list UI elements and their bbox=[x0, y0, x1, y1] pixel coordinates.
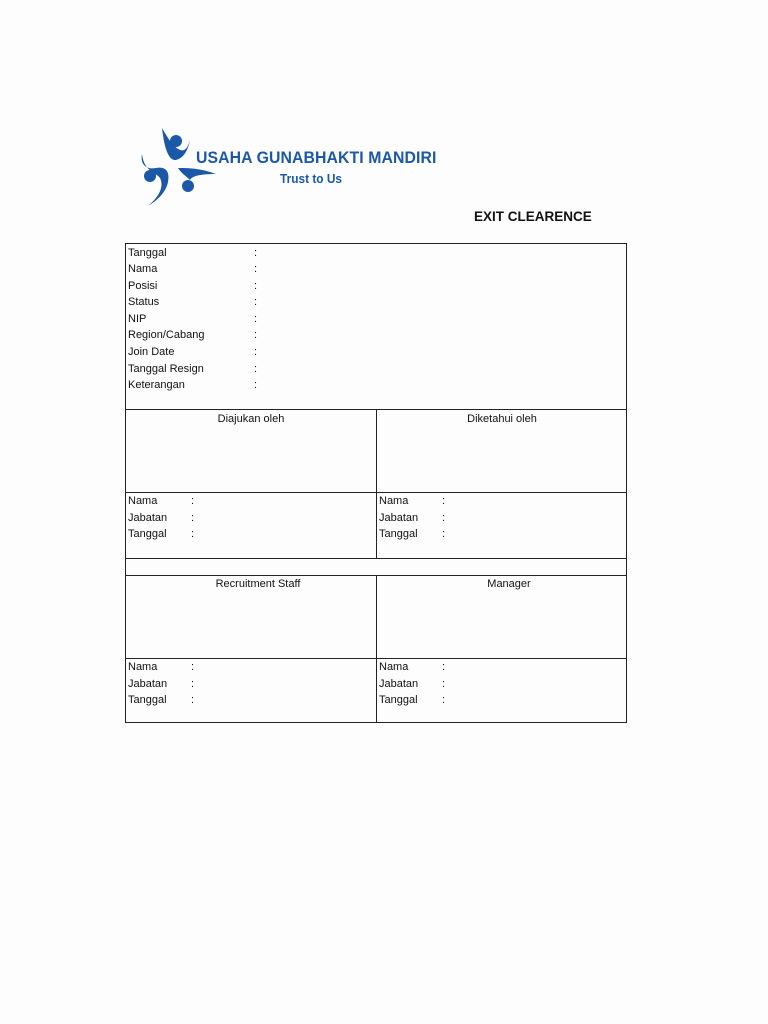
signature-field-label: Tanggal bbox=[379, 528, 418, 540]
field-label: Join Date bbox=[128, 346, 175, 358]
divider bbox=[126, 558, 626, 559]
field-label: Keterangan bbox=[128, 379, 185, 391]
field-separator: : bbox=[254, 280, 258, 292]
field-separator: : bbox=[191, 495, 195, 507]
field-label: Region/Cabang bbox=[128, 329, 205, 341]
signature-block-heading: Manager bbox=[487, 578, 531, 590]
field-separator: : bbox=[254, 296, 258, 308]
signature-block-heading: Diketahui oleh bbox=[467, 413, 537, 425]
field-label: Tanggal Resign bbox=[128, 363, 204, 375]
field-separator: : bbox=[442, 512, 446, 524]
signature-field-label: Jabatan bbox=[128, 512, 168, 524]
signature-field-label: Jabatan bbox=[379, 512, 419, 524]
signature-block-heading: Recruitment Staff bbox=[215, 578, 301, 590]
field-separator: : bbox=[442, 661, 446, 673]
company-name: USAHA GUNABHAKTI MANDIRI bbox=[196, 148, 437, 167]
signature-field-label: Tanggal bbox=[128, 528, 167, 540]
field-separator: : bbox=[442, 495, 446, 507]
company-tagline: Trust to Us bbox=[280, 172, 343, 186]
field-label: NIP bbox=[128, 313, 147, 325]
signature-field-label: Nama bbox=[128, 495, 158, 507]
field-separator: : bbox=[442, 694, 446, 706]
signature-field-label: Tanggal bbox=[379, 694, 418, 706]
signature-field-label: Nama bbox=[128, 661, 158, 673]
signature-field-label: Nama bbox=[379, 495, 409, 507]
field-separator: : bbox=[191, 694, 195, 706]
field-separator: : bbox=[254, 329, 258, 341]
field-separator: : bbox=[191, 512, 195, 524]
field-label: Tanggal bbox=[128, 247, 167, 259]
field-separator: : bbox=[254, 363, 258, 375]
field-separator: : bbox=[191, 661, 195, 673]
field-separator: : bbox=[254, 247, 258, 259]
field-separator: : bbox=[254, 379, 258, 391]
signature-field-label: Jabatan bbox=[128, 678, 168, 690]
divider bbox=[376, 409, 377, 558]
signature-block-heading: Diajukan oleh bbox=[217, 413, 285, 425]
divider bbox=[376, 575, 377, 723]
field-separator: : bbox=[442, 678, 446, 690]
field-separator: : bbox=[254, 346, 258, 358]
field-label: Nama bbox=[128, 263, 158, 275]
field-separator: : bbox=[254, 263, 258, 275]
field-separator: : bbox=[191, 528, 195, 540]
signature-field-label: Tanggal bbox=[128, 694, 167, 706]
exit-clearance-form bbox=[125, 243, 627, 723]
field-separator: : bbox=[254, 313, 258, 325]
field-separator: : bbox=[191, 678, 195, 690]
field-label: Status bbox=[128, 296, 160, 308]
signature-field-label: Nama bbox=[379, 661, 409, 673]
field-label: Posisi bbox=[128, 280, 158, 292]
document-title: EXIT CLEARENCE bbox=[474, 209, 592, 224]
signature-field-label: Jabatan bbox=[379, 678, 419, 690]
field-separator: : bbox=[442, 528, 446, 540]
